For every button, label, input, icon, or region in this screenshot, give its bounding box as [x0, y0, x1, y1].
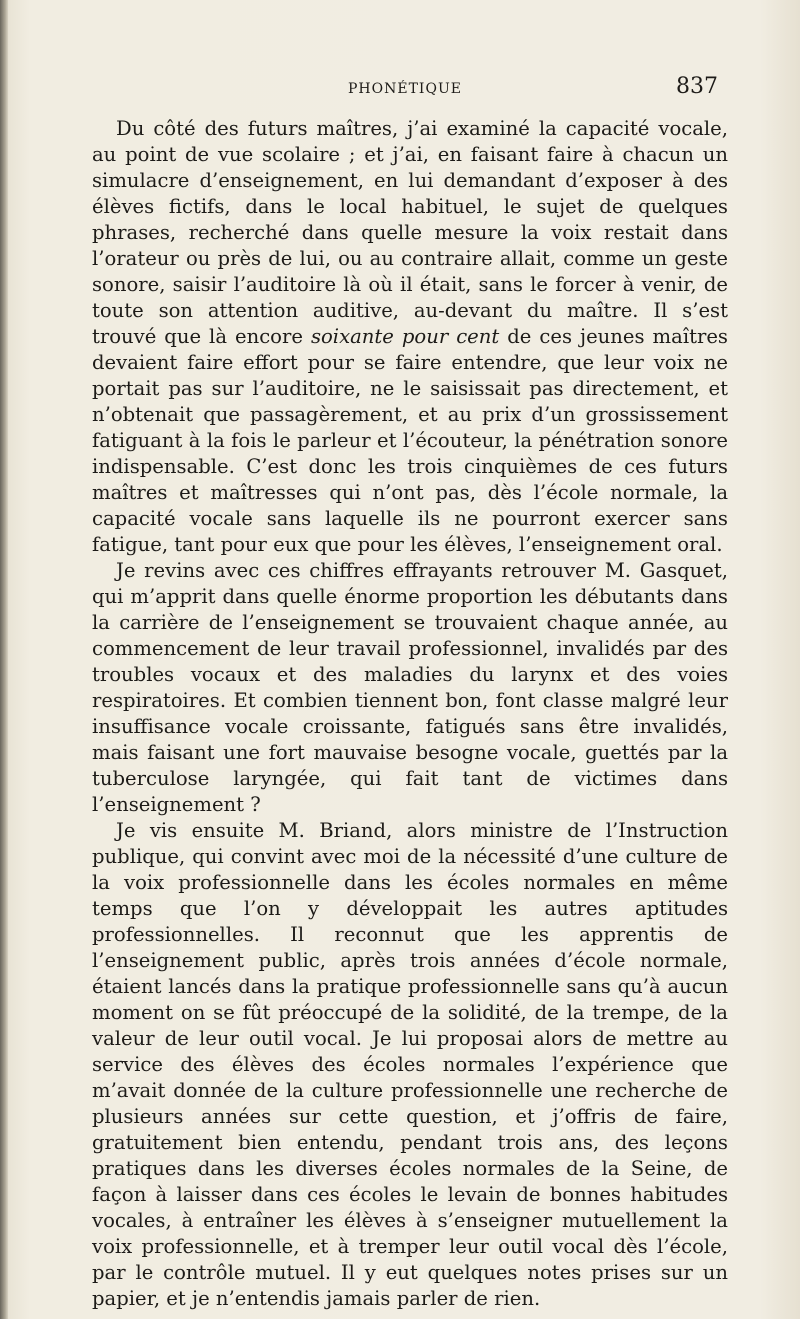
- paragraph-3: Je vis ensuite M. Briand, alors ministre de l’Instruction publique, qui convint avec moi de la nécessité d’une culture de la voix professionnelle dans les écoles normales en même temps que l’on y développait les autres aptitudes professionnelles. Il reconnut que les apprentis de l’enseignement public, après trois années d’école normale, étaient lancés dans la pratique professionnelle sans qu’à aucun moment on se fût préoccupé de la solidité, de la trempe, de la valeur de leur outil vocal. Je lui proposai alors de mettre au service des élèves des écoles normales l’expérience que m’avait donnée de la culture professionnelle une recherche de plusieurs années sur cette question, et j’offris de faire, gratuitement bien entendu, pendant trois ans, des leçons pratiques dans les diverses écoles normales de la Seine, de façon à laisser dans ces écoles le levain de bonnes habitudes vocales, à entraîner les élèves à s’enseigner mutuellement la voix professionnelle, et à tremper leur outil vocal dès l’école, par le contrôle mutuel. Il y eut quelques notes prises sur un papier, et je n’entendis jamais parler de rien.: [92, 819, 728, 1310]
- paragraph-1-text-a: Du côté des futurs maîtres, j’ai examiné la capacité vocale, au point de vue scolaire ; et j’ai, en faisant faire à chacun un simulacre d’enseignement, en lui demandant d’exposer à des élèves fictifs, dans le local habituel, le sujet de quelques phrases, recherché dans quelle mesure la voix restait dans l’orateur ou près de lui, ou au contraire allait, comme un geste sonore, saisir l’auditoire là où il était, sans le forcer à venir, de toute son attention auditive, au-devant du maître. Il s’est trouvé que là encore: [92, 117, 728, 348]
- body-text: [92, 116, 728, 1312]
- running-head: PHONÉTIQUE: [348, 81, 462, 97]
- book-spine-edge: [0, 0, 8, 1319]
- page-number: 837: [676, 74, 718, 99]
- paragraph-1-text-b: de ces jeunes maîtres devaient faire effort pour se faire entendre, que leur voix ne portait pas sur l’auditoire, ne le saisissait pas directement, et n’obtenait que passagèrement, et au prix d’un grossissement fatiguant à la fois le parleur et l’écouteur, la pénétration sonore indispensable. C’est donc les trois cinquièmes de ces futurs maîtres et maîtresses qui n’ont pas, dès l’école normale, la capacité vocale sans laquelle ils ne pourront exercer sans fatigue, tant pour eux que pour les élèves, l’enseignement oral.: [92, 325, 728, 556]
- emphasis-soixante-pour-cent: soixante pour cent: [310, 325, 500, 348]
- paragraph-1: [92, 116, 728, 558]
- page-header: [92, 74, 718, 102]
- paragraph-2: Je revins avec ces chiffres effrayants retrouver M. Gasquet, qui m’apprit dans quelle énorme proportion les débutants dans la carrière de l’enseignement se trouvaient chaque année, au commencement de leur travail professionnel, invalidés par des troubles vocaux et des maladies du larynx et des voies respiratoires. Et combien tiennent bon, font classe malgré leur insuffisance vocale croissante, fatigués sans être invalidés, mais faisant une fort mauvaise besogne vocale, guettés par la tuberculose laryngée, qui fait tant de victimes dans l’enseignement ?: [92, 559, 728, 816]
